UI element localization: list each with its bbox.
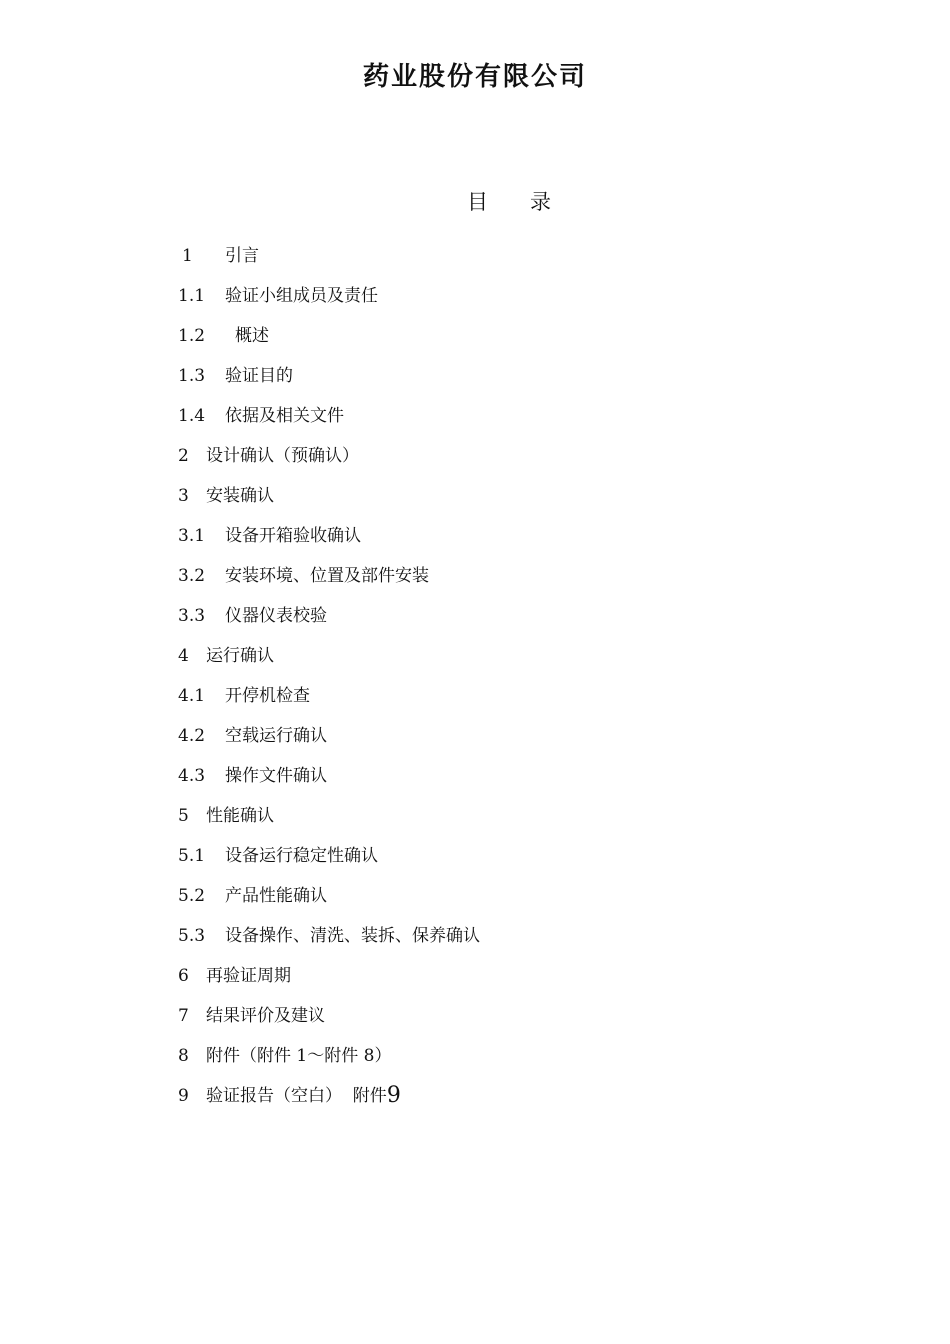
toc-item-text: 验证小组成员及责任 [225, 286, 378, 306]
toc-item-number: 5.3 [178, 926, 206, 946]
toc-item-text: 操作文件确认 [225, 766, 327, 786]
toc-item [178, 360, 480, 400]
toc-item-number: 1.2 [178, 326, 206, 346]
toc-item-number: 1 [182, 246, 193, 266]
toc-item-text: 运行确认 [206, 646, 274, 666]
toc-item [178, 960, 480, 1000]
toc-item-number: 7 [178, 1006, 189, 1026]
toc-item-number: 2 [178, 446, 189, 466]
toc-item-text: 验证报告（空白） 附件 [206, 1086, 387, 1106]
toc-item-suffix: 9 [386, 1083, 401, 1108]
toc-item-text: 设备运行稳定性确认 [225, 846, 378, 866]
toc-item-text: 性能确认 [206, 806, 274, 826]
toc-item [178, 600, 480, 640]
toc-item-number: 3 [178, 486, 189, 506]
toc-item-number: 8 [178, 1046, 189, 1066]
toc-item [178, 640, 480, 680]
toc-item-text: 安装确认 [206, 486, 274, 506]
toc-item [178, 800, 480, 840]
toc-item-text: 结果评价及建议 [206, 1006, 325, 1026]
toc-item-text: 验证目的 [225, 366, 293, 386]
toc-item [178, 1080, 480, 1120]
toc-item [178, 320, 480, 360]
toc-item-number: 4.1 [178, 686, 206, 706]
toc-item-text: 依据及相关文件 [225, 406, 344, 426]
company-name: 药业股份有限公司 [362, 62, 587, 92]
toc-item [178, 400, 480, 440]
toc-item-text: 设备操作、清洗、装拆、保养确认 [225, 926, 480, 946]
toc-item [178, 1000, 480, 1040]
toc-item-number: 9 [178, 1086, 189, 1106]
toc-item-text: 安装环境、位置及部件安装 [225, 566, 429, 586]
toc-item-number: 5.1 [178, 846, 206, 866]
toc-item-number: 6 [178, 966, 189, 986]
toc-item-text: 概述 [235, 326, 269, 346]
toc-item-number: 1.3 [178, 366, 206, 386]
toc-item-text: 产品性能确认 [225, 886, 327, 906]
toc-item [178, 520, 480, 560]
toc-item-number: 4 [178, 646, 189, 666]
toc-item-number: 3.3 [178, 606, 206, 626]
toc-item [178, 760, 480, 800]
toc-item-text: 仪器仪表校验 [225, 606, 327, 626]
toc-item [178, 840, 480, 880]
toc-item [178, 1040, 480, 1080]
toc-item-number: 3.1 [178, 526, 206, 546]
toc-item [178, 880, 480, 920]
toc-item-text: 开停机检查 [225, 686, 310, 706]
toc-title: 目 录 [467, 190, 551, 214]
toc-item-text: 再验证周期 [206, 966, 291, 986]
toc-item-text: 设计确认（预确认） [206, 446, 359, 466]
toc-item-number: 4.3 [178, 766, 206, 786]
toc-item [178, 440, 480, 480]
toc-item [178, 480, 480, 520]
toc-item [178, 920, 480, 960]
toc-item-number: 4.2 [178, 726, 206, 746]
toc-item [178, 720, 480, 760]
toc-item [178, 560, 480, 600]
toc-item-text: 附件（附件 1～附件 8） [206, 1046, 392, 1066]
toc-item-number: 5.2 [178, 886, 206, 906]
table-of-contents [178, 240, 480, 1120]
toc-item-text: 引言 [225, 246, 259, 266]
toc-item-text: 空载运行确认 [225, 726, 327, 746]
toc-item-number: 1.1 [178, 286, 206, 306]
toc-item-text: 设备开箱验收确认 [225, 526, 361, 546]
toc-item-number: 1.4 [178, 406, 206, 426]
toc-item-number: 5 [178, 806, 189, 826]
toc-item [178, 240, 480, 280]
toc-item-number: 3.2 [178, 566, 206, 586]
toc-item [178, 280, 480, 320]
toc-item [178, 680, 480, 720]
